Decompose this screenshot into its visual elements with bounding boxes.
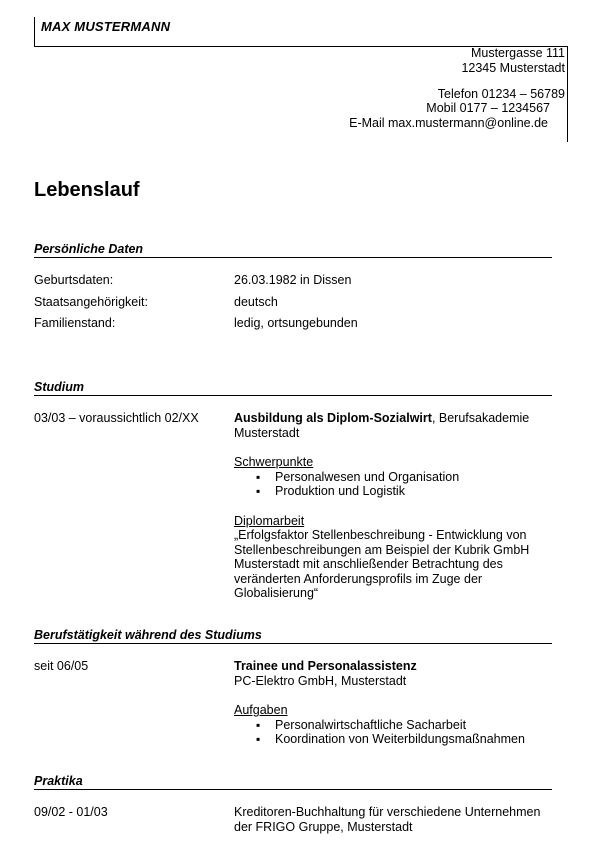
thesis-text: „Erfolgsfaktor Stellenbeschreibung - Entwicklung von Stellenbeschreibungen am Beispiel der Kubrik GmbH Musterstadt mit anschließender Betrachtung des veränderten Anforderungsprofils im Zuge der Globalisierung“ [234,528,530,600]
header-frame-right-line [567,46,568,142]
work-position: Trainee und Personalassistenz [234,659,417,673]
section-heading-work: Berufstätigkeit während des Studiums [34,628,262,642]
value-birth: 26.03.1982 in Dissen [234,273,352,287]
studium-degree: Ausbildung als Diplom-Sozialwirt [234,411,432,425]
contact-mobile: Mobil 0177 – 1234567 [426,101,550,115]
address-street: Mustergasse 111 [470,46,565,60]
list-item: ▪ Personalwirtschaftliche Sacharbeit [234,718,554,733]
value-marital-status: ledig, ortsungebunden [234,316,358,330]
internship-date: 09/02 - 01/03 [34,805,108,819]
studium-date: 03/03 – voraussichtlich 02/XX [34,411,199,425]
contact-email: E-Mail max.mustermann@online.de [349,116,548,130]
studium-details [234,411,554,601]
section-divider [34,257,552,258]
address-city: 12345 Musterstadt [461,61,565,75]
list-item: ▪ Produktion und Logistik [234,484,554,499]
list-item: ▪ Personalwesen und Organisation [234,470,554,485]
section-divider [34,395,552,396]
tasks-heading: Aufgaben [234,703,288,717]
page-title: Lebenslauf [34,179,140,201]
tasks-list [234,718,554,747]
section-heading-internships: Praktika [34,774,83,788]
studium-degree-line [234,411,554,440]
internship-text: Kreditoren-Buchhaltung für verschiedene Unternehmen der FRIGO Gruppe, Musterstadt [234,805,541,834]
value-nationality: deutsch [234,295,278,309]
label-birth: Geburtsdaten: [34,273,114,287]
section-divider [34,643,552,644]
list-item: ▪ Koordination von Weiterbildungsmaßnahmen [234,732,554,747]
applicant-name: MAX MUSTERMANN [41,19,171,34]
section-heading-studium: Studium [34,380,84,394]
focus-heading: Schwerpunkte [234,455,314,469]
label-marital-status: Familienstand: [34,316,116,330]
section-divider [34,789,552,790]
contact-phone: Telefon 01234 – 56789 [437,87,565,101]
focus-list [234,470,554,499]
section-heading-personal: Persönliche Daten [34,242,144,256]
work-details [234,659,554,747]
studium-institution: , Berufsakademie Musterstadt [234,411,530,440]
thesis-heading: Diplomarbeit [234,513,305,528]
work-company: PC-Elektro GmbH, Musterstadt [234,673,407,688]
label-nationality: Staatsangehörigkeit: [34,295,148,309]
work-date: seit 06/05 [34,659,89,673]
